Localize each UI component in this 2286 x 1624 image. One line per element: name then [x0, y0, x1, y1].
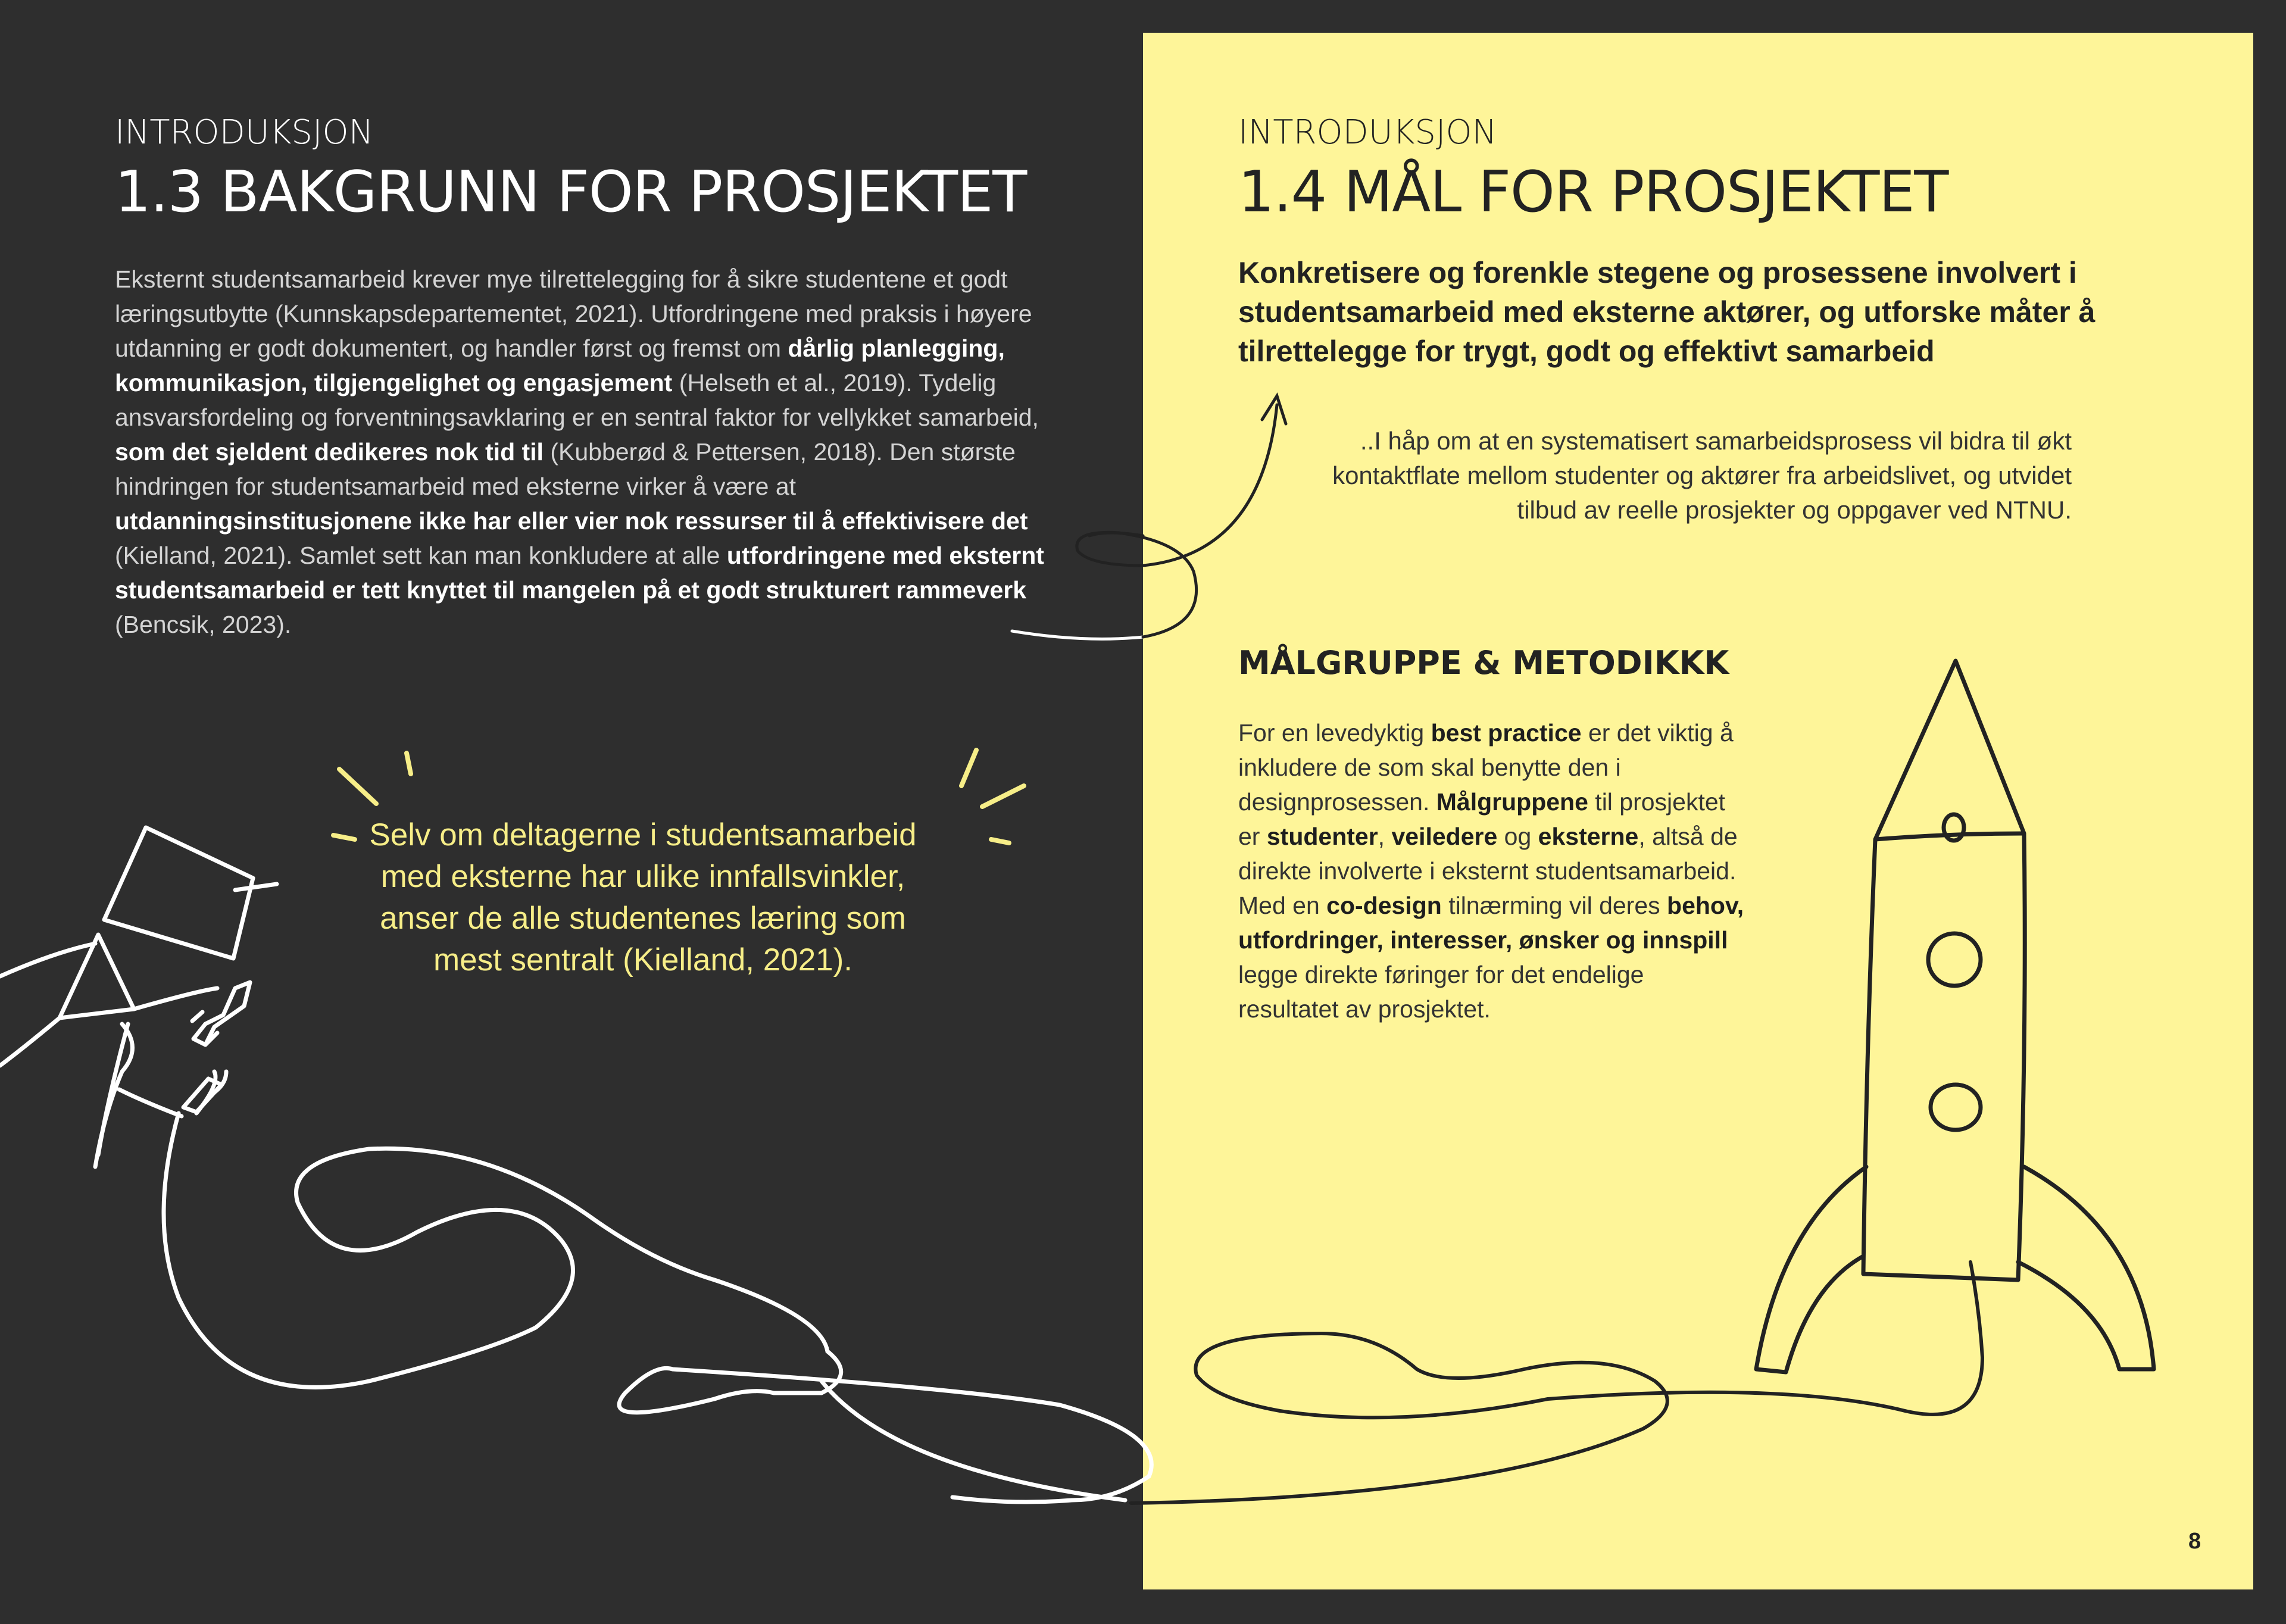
page-number: 8: [2188, 1529, 2201, 1554]
emphasis-text: co-design: [1326, 892, 1442, 919]
graduate-illustration: [0, 827, 277, 1167]
arrow-loop-left: [1089, 533, 1143, 536]
hand-icon: [183, 1079, 221, 1112]
body-text-run: (Kubberød & Pettersen, 2018). Den største hindringen for studentsamarbeid med eksterne virker å være at: [115, 438, 1016, 500]
goal-text: Konkretisere og forenkle stegene og prosessene involvert i studentsamarbeid med eksterne aktører, og utforske måter å tilrettelegge for trygt, godt og effektivt samarbeid: [1238, 256, 2096, 368]
body-text-run: ,: [1378, 823, 1392, 850]
rocket-illustration: [1756, 661, 2154, 1372]
graduation-cap-icon: [104, 827, 253, 958]
arrow-loop: [1077, 405, 1277, 637]
emphasis-text: utfordringene med eksternt studentsamarbeid er tett knyttet til mangelen på et godt strukturert rammeverk: [115, 542, 1044, 604]
left-body: [115, 262, 1091, 642]
body-text-run: er det viktig å inkludere de som skal benytte den i designprosessen.: [1238, 719, 1734, 816]
rocket-trail: [1131, 1262, 1982, 1503]
left-kicker: INTRODUKSJON: [115, 113, 374, 152]
emphasis-text: som det sjeldent dedikeres nok tid til: [115, 438, 544, 466]
emphasis-text: dårlig planlegging, kommunikasjon, tilgjengelighet og engasjement: [115, 335, 1005, 396]
rocket-fin-left: [1756, 1167, 1866, 1372]
collar-icon: [60, 935, 134, 1018]
rocket-fin-right: [2018, 1167, 2154, 1369]
emphasis-text: studenter: [1266, 823, 1378, 850]
emphasis-text: utdanningsinstitusjonene ikke har eller vier nok ressurser til å effektivisere det: [115, 507, 1028, 535]
rocket-window-mid: [1928, 933, 1981, 986]
connecting-line-2: [822, 1381, 1125, 1500]
connecting-line: [164, 1113, 1151, 1502]
body-text-run: til prosjektet er: [1238, 788, 1726, 850]
right-title: 1.4 MÅL FOR PROSJEKTET: [1238, 160, 1948, 225]
right-kicker: INTRODUKSJON: [1238, 113, 1497, 152]
body-text-run: (Helseth et al., 2019). Tydelig ansvarsfordeling og forventningsavklaring er en sentral faktor for vellykket samarbeid,: [115, 369, 1039, 431]
quote-text: Selv om deltagerne i studentsamarbeid med eksterne har ulike innfallsvinkler, anser de alle studentenes læring som mest sentralt (Kielland, 2021).: [369, 817, 917, 977]
body-text-run: , altså de direkte involverte i eksternt studentsamarbeid. Med en: [1238, 823, 1738, 919]
body-text-run: For en levedyktig: [1238, 719, 1431, 747]
body-text-run: tilnærming vil deres: [1441, 892, 1667, 919]
emphasis-text: eksterne: [1538, 823, 1639, 850]
left-title: 1.3 BAKGRUNN FOR PROSJEKTET: [115, 160, 1027, 225]
emphasis-text: best practice: [1431, 719, 1582, 747]
emphasis-text: behov, utfordringer, interesser, ønsker og innspill: [1238, 892, 1744, 954]
rocket-window-bottom: [1931, 1085, 1981, 1130]
body-text-run: (Kielland, 2021). Samlet sett kan man konkludere at alle: [115, 542, 727, 569]
hope-text: ..I håp om at en systematisert samarbeidsprosess vil bidra til økt kontaktflate mellom studenter og aktører fra arbeidslivet, og utvidet tilbud av reelle prosjekter og oppgaver ved NTNU.: [1332, 427, 2072, 524]
emphasis-text: veiledere: [1391, 823, 1498, 850]
body-text-run: (Bencsik, 2023).: [115, 611, 292, 638]
method-text: [1238, 716, 1750, 1026]
subheading: MÅLGRUPPE & METODIKKK: [1238, 644, 1729, 682]
body-text-run: Eksternt studentsamarbeid krever mye tilrettelegging for å sikre studentene et godt læringsutbytte (Kunnskapsdepartementet, 2021). Utfordringene med praksis i høyere utdanning er godt dokumentert, og handler først og fremst om: [115, 266, 1032, 362]
body-text-run: legge direkte føringer for det endelige resultatet av prosjektet.: [1238, 961, 1644, 1023]
emphasis-text: Målgruppene: [1436, 788, 1588, 816]
body-text-run: og: [1497, 823, 1538, 850]
